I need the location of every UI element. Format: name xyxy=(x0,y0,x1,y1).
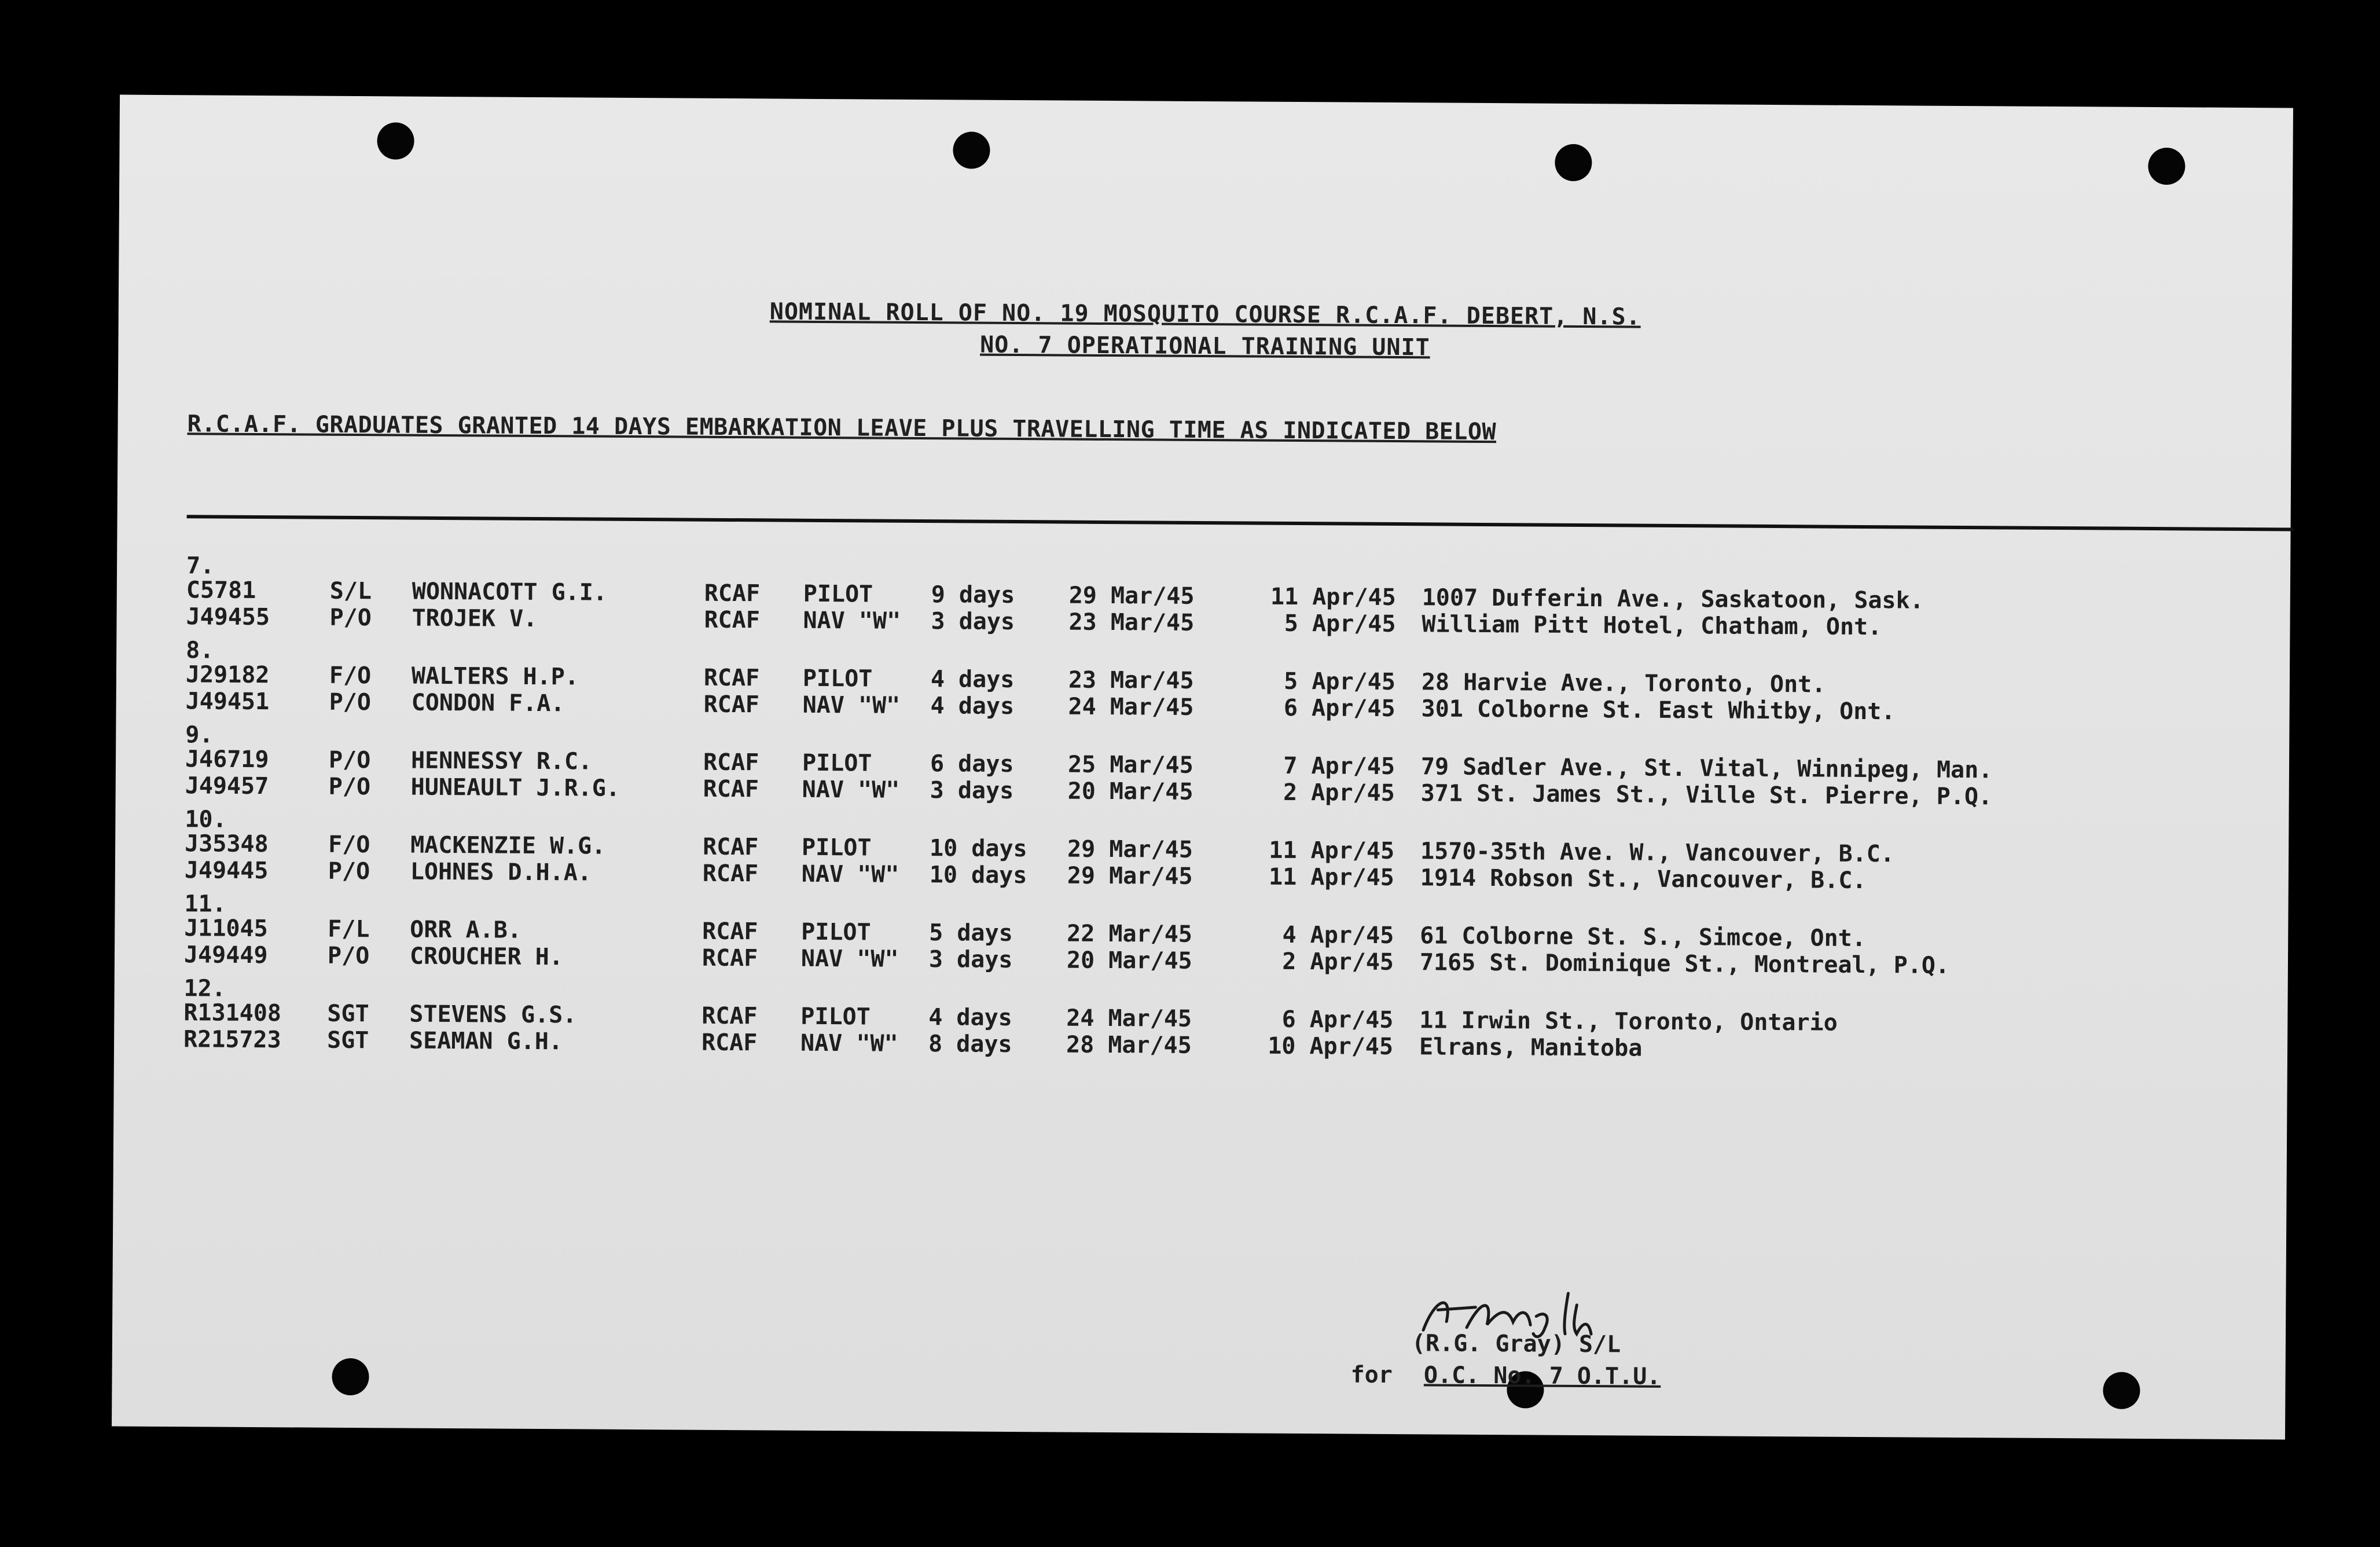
leave-end: 2 Apr/45 xyxy=(1283,779,1395,807)
trade: PILOT xyxy=(802,749,872,777)
document-subtitle: R.C.A.F. GRADUATES GRANTED 14 DAYS EMBARKATION LEAVE PLUS TRAVELLING TIME AS INDICATED BELOW xyxy=(187,410,1497,446)
member-name: CONDON F.A. xyxy=(411,689,565,717)
trade: PILOT xyxy=(801,834,872,862)
leave-end: 4 Apr/45 xyxy=(1282,921,1394,950)
home-address: Elrans, Manitoba xyxy=(1419,1033,1643,1062)
leave-end: 11 Apr/45 xyxy=(1270,583,1396,611)
home-address: 11 Irwin St., Toronto, Ontario xyxy=(1419,1007,1838,1036)
trade: NAV "W" xyxy=(800,945,899,973)
home-address: 61 Colborne St. S., Simcoe, Ont. xyxy=(1420,922,1866,952)
document-page xyxy=(112,95,2293,1440)
member-name: CROUCHER H. xyxy=(409,943,564,971)
trade: NAV "W" xyxy=(800,1029,898,1057)
member-name: SEAMAN G.H. xyxy=(409,1027,563,1055)
travel-time: 10 days xyxy=(929,835,1027,863)
member-name: WONNACOTT G.I. xyxy=(412,578,608,606)
service-number: J49455 xyxy=(186,603,270,631)
leave-start: 23 Mar/45 xyxy=(1068,666,1194,694)
force: RCAF xyxy=(702,918,758,945)
rank: P/O xyxy=(327,942,370,970)
leave-end: 6 Apr/45 xyxy=(1283,694,1395,723)
group-number: 11. xyxy=(184,890,226,918)
force: RCAF xyxy=(701,1002,758,1030)
leave-start: 24 Mar/45 xyxy=(1068,693,1194,721)
rank: S/L xyxy=(329,577,372,605)
leave-start: 25 Mar/45 xyxy=(1067,751,1193,779)
force: RCAF xyxy=(704,606,761,634)
leave-end: 6 Apr/45 xyxy=(1281,1006,1394,1034)
trade: NAV "W" xyxy=(802,776,900,804)
travel-time: 4 days xyxy=(930,692,1015,720)
punch-hole xyxy=(2103,1372,2140,1409)
force: RCAF xyxy=(703,775,759,803)
leave-end: 2 Apr/45 xyxy=(1282,948,1394,976)
leave-start: 28 Mar/45 xyxy=(1066,1031,1192,1059)
leave-end: 5 Apr/45 xyxy=(1284,610,1396,638)
leave-start: 24 Mar/45 xyxy=(1066,1005,1192,1032)
leave-start: 29 Mar/45 xyxy=(1067,835,1193,863)
document-unit: NO. 7 OPERATIONAL TRAINING UNIT xyxy=(980,331,1430,361)
trade: PILOT xyxy=(800,1003,871,1031)
punch-hole xyxy=(1555,144,1592,181)
member-name: STEVENS G.S. xyxy=(409,1000,577,1029)
trade: PILOT xyxy=(801,918,871,946)
travel-time: 3 days xyxy=(931,608,1015,636)
service-number: J49451 xyxy=(185,688,270,716)
travel-time: 5 days xyxy=(929,919,1013,947)
trade: NAV "W" xyxy=(803,607,901,635)
group-number: 8. xyxy=(186,637,214,664)
force: RCAF xyxy=(703,691,760,718)
signatory-name: (R.G. Gray) S/L xyxy=(1411,1330,1621,1358)
leave-end: 11 Apr/45 xyxy=(1269,837,1395,865)
punch-hole xyxy=(332,1358,369,1395)
force: RCAF xyxy=(701,944,758,972)
travel-time: 8 days xyxy=(928,1031,1012,1058)
rank: F/O xyxy=(329,662,372,690)
leave-start: 20 Mar/45 xyxy=(1066,947,1192,974)
home-address: 301 Colborne St. East Whitby, Ont. xyxy=(1421,695,1896,725)
leave-start: 29 Mar/45 xyxy=(1068,582,1195,610)
home-address: 1914 Robson St., Vancouver, B.C. xyxy=(1420,864,1867,895)
rank: SGT xyxy=(327,1000,369,1028)
force: RCAF xyxy=(704,580,761,607)
group-number: 7. xyxy=(186,552,215,580)
member-name: ORR A.B. xyxy=(410,916,522,944)
service-number: J49457 xyxy=(185,772,269,800)
trade: NAV "W" xyxy=(801,860,899,888)
home-address: William Pitt Hotel, Chatham, Ont. xyxy=(1422,611,1882,641)
rank: P/O xyxy=(329,688,372,716)
service-number: J29182 xyxy=(185,661,270,689)
group-number: 9. xyxy=(185,721,214,749)
travel-time: 6 days xyxy=(930,750,1014,778)
service-number: R215723 xyxy=(183,1026,281,1054)
trade: PILOT xyxy=(802,665,873,692)
group-number: 10. xyxy=(185,806,227,833)
service-number: R131408 xyxy=(183,999,282,1027)
divider xyxy=(187,515,2294,531)
travel-time: 3 days xyxy=(928,946,1013,974)
leave-start: 23 Mar/45 xyxy=(1068,608,1195,636)
member-name: LOHNES D.H.A. xyxy=(410,858,592,886)
leave-start: 29 Mar/45 xyxy=(1067,862,1193,890)
service-number: J46719 xyxy=(185,746,269,774)
force: RCAF xyxy=(703,749,759,776)
member-name: TROJEK V. xyxy=(412,604,538,632)
travel-time: 4 days xyxy=(928,1004,1012,1031)
group-number: 12. xyxy=(183,975,226,1002)
leave-end: 10 Apr/45 xyxy=(1268,1032,1394,1061)
rank: P/O xyxy=(328,773,371,801)
travel-time: 4 days xyxy=(930,666,1015,694)
leave-end: 7 Apr/45 xyxy=(1283,752,1395,780)
member-name: WALTERS H.P. xyxy=(411,662,579,691)
leave-start: 22 Mar/45 xyxy=(1067,920,1193,948)
service-number: J11045 xyxy=(184,915,268,943)
member-name: HENNESSY R.C. xyxy=(410,747,593,775)
travel-time: 3 days xyxy=(930,777,1014,805)
rank: F/O xyxy=(328,831,370,859)
rank: F/L xyxy=(328,915,370,943)
force: RCAF xyxy=(703,664,760,692)
home-address: 1570-35th Ave. W., Vancouver, B.C. xyxy=(1420,838,1895,868)
rank: SGT xyxy=(326,1027,369,1054)
punch-hole xyxy=(953,131,990,168)
trade: NAV "W" xyxy=(802,691,901,719)
travel-time: 10 days xyxy=(929,862,1027,889)
service-number: C5781 xyxy=(186,577,256,604)
leave-start: 20 Mar/45 xyxy=(1067,778,1193,805)
service-number: J49449 xyxy=(183,941,268,969)
home-address: 79 Sadler Ave., St. Vital, Winnipeg, Man. xyxy=(1420,753,1993,784)
service-number: J49445 xyxy=(184,857,269,885)
force: RCAF xyxy=(701,1029,758,1057)
authority-line: O.C. No. 7 O.T.U. xyxy=(1423,1362,1661,1390)
member-name: HUNEAULT J.R.G. xyxy=(410,774,620,802)
rank: P/O xyxy=(328,746,371,774)
trade: PILOT xyxy=(803,580,873,608)
home-address: 1007 Dufferin Ave., Saskatoon, Sask. xyxy=(1422,584,1924,614)
punch-hole xyxy=(377,122,414,159)
service-number: J35348 xyxy=(185,830,269,858)
leave-end: 11 Apr/45 xyxy=(1268,863,1394,892)
force: RCAF xyxy=(702,860,759,888)
signatory-authority xyxy=(1350,1362,1661,1390)
home-address: 371 St. James St., Ville St. Pierre, P.Q. xyxy=(1420,780,1993,811)
rank: P/O xyxy=(329,604,372,632)
home-address: 7165 St. Dominique St., Montreal, P.Q. xyxy=(1419,949,1950,979)
home-address: 28 Harvie Ave., Toronto, Ont. xyxy=(1421,669,1826,698)
travel-time: 9 days xyxy=(931,581,1015,609)
punch-hole xyxy=(2148,148,2185,185)
rank: P/O xyxy=(328,857,370,885)
document-title: NOMINAL ROLL OF NO. 19 MOSQUITO COURSE R.C.A.F. DEBERT, N.S. xyxy=(769,298,1641,331)
leave-end: 5 Apr/45 xyxy=(1284,668,1396,696)
force: RCAF xyxy=(703,833,759,861)
for-label: for xyxy=(1350,1361,1393,1389)
member-name: MACKENZIE W.G. xyxy=(410,831,606,860)
